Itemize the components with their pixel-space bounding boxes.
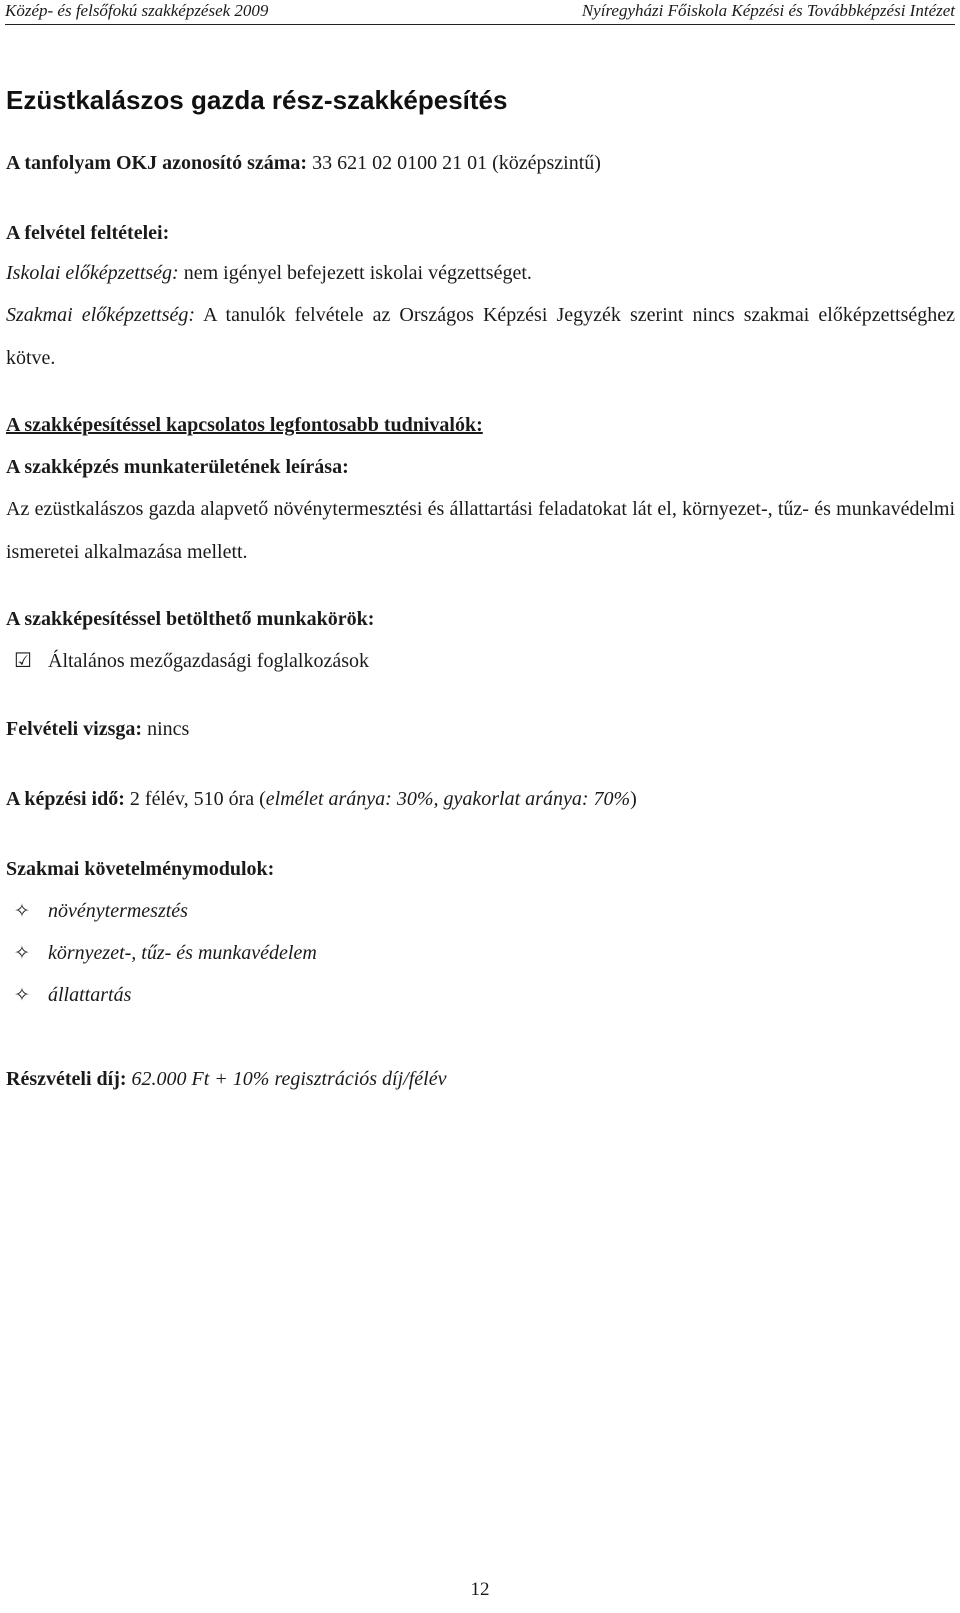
work-area-heading: A szakképzés munkaterületének leírása: <box>6 456 349 478</box>
okj-label: A tanfolyam OKJ azonosító száma: <box>6 152 308 174</box>
module-item-label: növénytermesztés <box>48 900 188 922</box>
modules-heading: Szakmai követelménymodulok: <box>6 858 275 880</box>
jobs-heading: A szakképesítéssel betölthető munkakörök: <box>6 608 375 630</box>
fee-label: Részvételi díj: <box>6 1068 127 1090</box>
okj-line <box>6 150 601 176</box>
star-bullet-icon: ✧ <box>14 943 30 964</box>
module-item-label: állattartás <box>48 984 132 1006</box>
module-item <box>14 940 317 967</box>
prof-prereq-value: A tanulók felvétele az Országos Képzési Jegyzék szerint nincs szakmai előképzettséghez kötve. <box>6 304 955 369</box>
work-area-paragraph: Az ezüstkalászos gazda alapvető növénytermesztési és állattartási feladatokat lát el, környezet-, tűz- és munkavédelmi ismeretei alkalmazása mellett. <box>6 498 955 563</box>
entrance-exam-line <box>6 716 189 742</box>
duration-value: 2 félév, 510 óra ( <box>124 788 266 810</box>
page-number: 12 <box>470 1579 490 1600</box>
page-header <box>5 0 955 25</box>
entrance-exam-value: nincs <box>142 718 190 740</box>
info-heading: A szakképesítéssel kapcsolatos legfontosabb tudnivalók: <box>6 414 483 436</box>
star-bullet-icon: ✧ <box>14 985 30 1006</box>
star-bullet-icon: ✧ <box>14 901 30 922</box>
page-title: Ezüstkalászos gazda rész-szakképesítés <box>6 85 508 115</box>
duration-detail: elmélet aránya: 30%, gyakorlat aránya: 70% <box>265 788 631 810</box>
entrance-exam-label: Felvételi vizsga: <box>6 718 143 740</box>
fee-line <box>6 1066 446 1092</box>
header-left-text: Közép- és felsőfokú szakképzések 2009 <box>5 1 269 20</box>
okj-value: 33 621 02 0100 21 01 (középszintű) <box>307 152 601 174</box>
duration-label: A képzési idő: <box>6 788 125 810</box>
module-item <box>14 898 188 925</box>
checkbox-checked-icon: ☑ <box>14 650 32 672</box>
school-prereq-value: nem igényel befejezett iskolai végzettséget. <box>178 262 532 284</box>
duration-line <box>6 786 637 812</box>
header-right-text: Nyíregyházi Főiskola Képzési és Továbbképzési Intézet <box>581 1 955 20</box>
module-item <box>14 982 131 1009</box>
prof-prereq-paragraph <box>6 294 955 380</box>
admission-heading: A felvétel feltételei: <box>6 222 170 244</box>
job-item <box>14 648 369 674</box>
job-item-label: Általános mezőgazdasági foglalkozások <box>48 650 369 672</box>
school-prereq-line <box>6 260 532 286</box>
fee-value: 62.000 Ft + 10% regisztrációs díj/félév <box>126 1068 447 1090</box>
school-prereq-label: Iskolai előképzettség: <box>6 262 179 284</box>
prof-prereq-label: Szakmai előképzettség: <box>6 304 196 326</box>
module-item-label: környezet-, tűz- és munkavédelem <box>48 942 317 964</box>
duration-close: ) <box>630 788 637 810</box>
